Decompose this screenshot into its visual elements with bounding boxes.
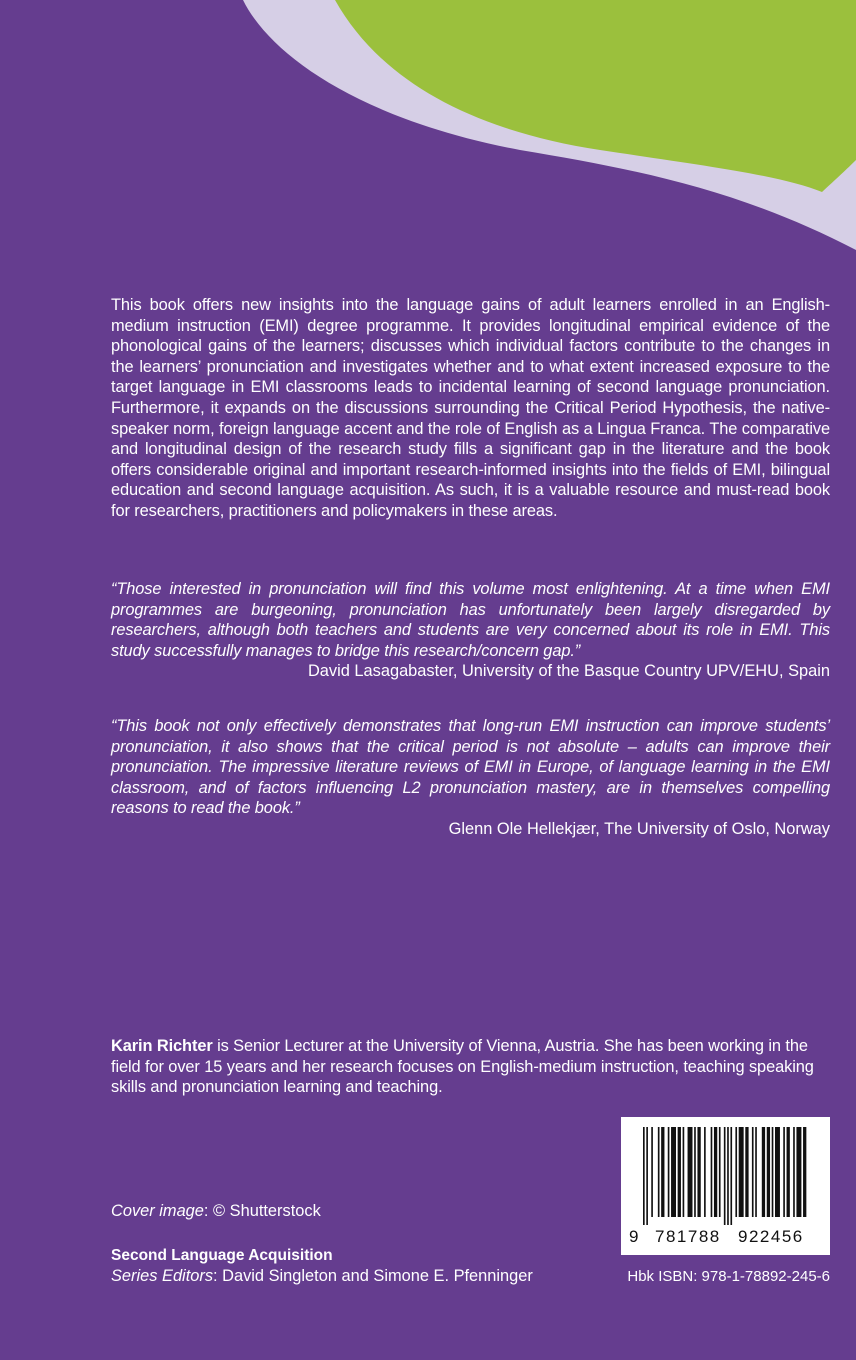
cover-credit xyxy=(111,1201,321,1221)
barcode-bar xyxy=(643,1127,645,1225)
isbn: Hbk ISBN: 978-1-78892-245-6 xyxy=(627,1268,830,1285)
endorsement-attribution: David Lasagabaster, University of the Basque Country UPV/EHU, Spain xyxy=(307,662,830,681)
barcode-digits-left: 781788 xyxy=(655,1227,721,1246)
barcode-bar xyxy=(803,1127,806,1217)
barcode-bar xyxy=(719,1127,721,1217)
barcode-bar xyxy=(694,1127,696,1217)
decorative-shapes xyxy=(0,0,856,260)
barcode-bar xyxy=(658,1127,660,1217)
barcode-bar xyxy=(762,1127,765,1217)
barcode-bar xyxy=(793,1127,795,1217)
cover-credit-value: : © Shutterstock xyxy=(203,1202,321,1220)
barcode-bar xyxy=(739,1127,744,1217)
barcode-bar xyxy=(735,1127,737,1217)
endorsement-attribution: Glenn Ole Hellekjær, The University of Oslo, Norway xyxy=(448,819,830,838)
series-editors-value: : David Singleton and Simone E. Pfenninger xyxy=(213,1267,533,1285)
barcode-bar xyxy=(772,1127,774,1217)
barcode-bars xyxy=(643,1127,808,1225)
barcode-bar xyxy=(745,1127,748,1217)
barcode-bar xyxy=(724,1127,726,1225)
barcode-bar xyxy=(678,1127,681,1217)
series-editors-label: Series Editors xyxy=(111,1267,214,1285)
barcode-bar xyxy=(755,1127,757,1217)
author-name: Karin Richter xyxy=(111,1037,213,1055)
barcode-bar xyxy=(730,1127,732,1225)
barcode-bar xyxy=(783,1127,785,1217)
barcode-bar xyxy=(651,1127,653,1217)
barcode-bar xyxy=(796,1127,801,1217)
barcode-bar xyxy=(704,1127,706,1217)
endorsement-quote: “Those interested in pronunciation will find this volume most enlightening. At a time when EMI programmes are burgeoning, pronunciation has unfortunately been largely disregarded by researchers, although both teachers and students are very concerned about its role in EMI. This study successfully manages to bridge this research/concern gap.” xyxy=(111,580,830,660)
barcode-bar xyxy=(714,1127,717,1217)
author-bio-text: is Senior Lecturer at the University of Vienna, Austria. She has been working in the field for over 15 years and her research focuses on English-medium instruction, teaching speaking skills and pronunciation learning and teaching. xyxy=(111,1037,814,1097)
barcode-bar xyxy=(661,1127,664,1217)
barcode-digits-right: 922456 xyxy=(738,1227,804,1246)
barcode-bar xyxy=(752,1127,754,1217)
barcode-bar xyxy=(668,1127,670,1217)
endorsement-quote: “This book not only effectively demonstrates that long-run EMI instruction can improve students’ pronunciation, it also shows that the critical period is not absolute – adults can improve their pronunciation. The impressive literature reviews of EMI in Europe, of language learning in the EMI classroom, and of factors influencing L2 pronunciation mastery, are in themselves compelling reasons to read the book.” xyxy=(111,717,830,818)
barcode-bar xyxy=(775,1127,780,1217)
book-description: This book offers new insights into the language gains of adult learners enrolled in an English-medium instruction (EMI) degree programme. It provides longitudinal empirical evidence of the phonological gains of the learners; discusses which individual factors contribute to the changes in the learners’ pronunciation and investigates whether and to what extent increased exposure to the target language in EMI classrooms leads to incidental learning of second language pronunciation. Furthermore, it expands on the discussions surrounding the Critical Period Hypothesis, the native-speaker norm, foreign language accent and the role of English as a Lingua Franca. The comparative and longitudinal design of the research study fills a significant gap in the literature and the book offers considerable original and important research-informed insights into the fields of EMI, bilingual education and second language acquisition. As such, it is a valuable resource and must-read book for researchers, practitioners and policymakers in these areas. xyxy=(111,296,830,520)
author-bio xyxy=(111,1036,830,1098)
barcode-bar xyxy=(688,1127,693,1217)
barcode-bar xyxy=(646,1127,648,1225)
barcode-bar xyxy=(697,1127,700,1217)
barcode-digits xyxy=(621,1227,830,1251)
cover-credit-label: Cover image xyxy=(111,1202,204,1220)
barcode-bar xyxy=(671,1127,676,1217)
barcode-digit-first: 9 xyxy=(629,1227,639,1246)
barcode-bar xyxy=(767,1127,770,1217)
barcode-bar xyxy=(683,1127,685,1217)
barcode-bar xyxy=(727,1127,729,1225)
series-title: Second Language Acquisition xyxy=(111,1247,333,1264)
barcode-bar xyxy=(711,1127,713,1217)
endorsement-1 xyxy=(111,579,830,682)
endorsement-2 xyxy=(111,716,830,840)
barcode-bar xyxy=(787,1127,790,1217)
barcode xyxy=(621,1117,830,1255)
series-editors xyxy=(111,1266,533,1286)
